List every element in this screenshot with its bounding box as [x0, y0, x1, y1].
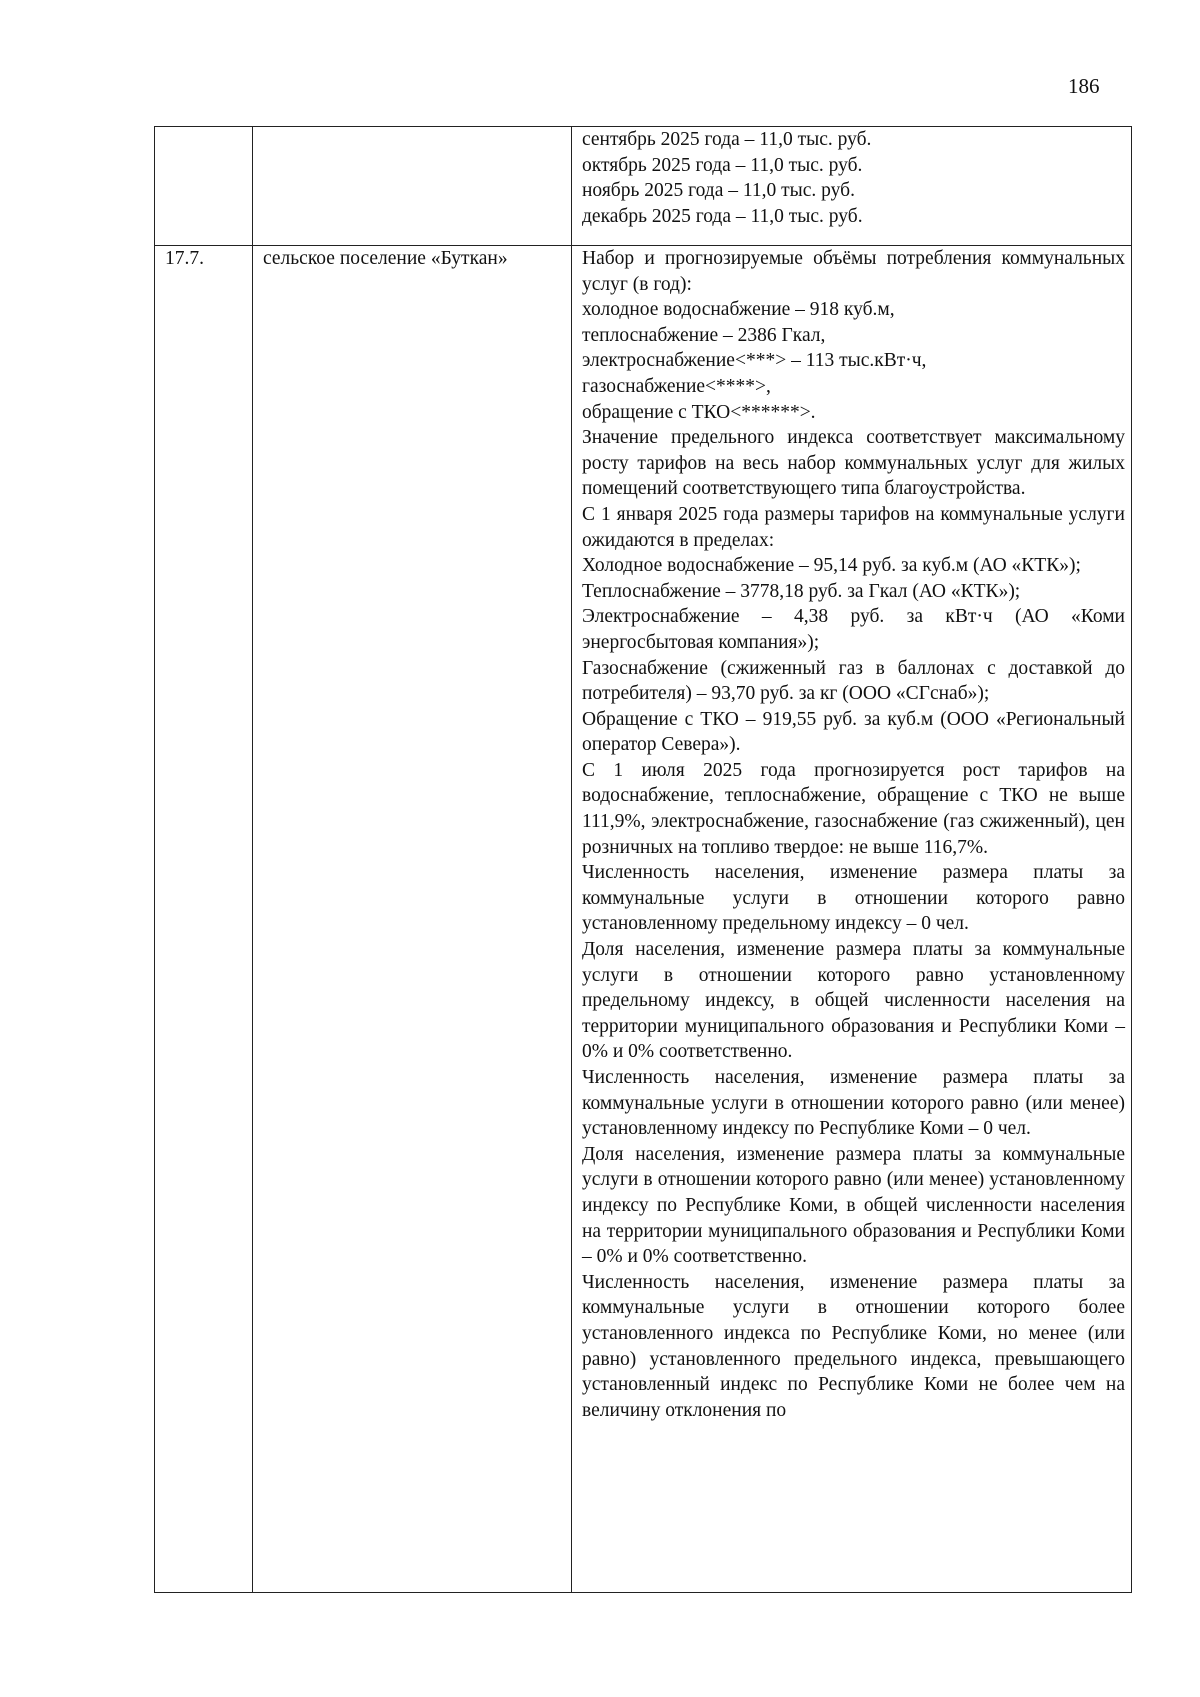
- paragraph: Обращение с ТКО – 919,55 руб. за куб.м (ООО «Региональный оператор Севера»).: [582, 708, 1125, 756]
- paragraph: обращение с ТКО<******>.: [582, 401, 816, 423]
- paragraph: теплоснабжение – 2386 Гкал,: [582, 324, 826, 346]
- settlement-name-cell: сельское поселение «Буткан»: [253, 246, 572, 1593]
- table-row: [155, 246, 1132, 1593]
- row-number-cell: 17.7.: [155, 246, 253, 1593]
- paragraph: Доля населения, изменение размера платы за коммунальные услуги в отношении которого равно (или менее) установленному индексу по Республике Коми, в общей численности населения на территории муниципального образования и Республики Коми – 0% и 0% соответственно.: [582, 1143, 1125, 1268]
- page-number: 186: [1068, 74, 1100, 98]
- monthly-amount-line: октябрь 2025 года – 11,0 тыс. руб.: [582, 154, 863, 176]
- paragraph: С 1 января 2025 года размеры тарифов на коммунальные услуги ожидаются в пределах:: [582, 503, 1125, 551]
- settlement-name-cell: [253, 127, 572, 246]
- paragraph: Численность населения, изменение размера платы за коммунальные услуги в отношении которого равно установленному предельному индексу – 0 чел.: [582, 862, 1125, 935]
- row-number-cell: [155, 127, 253, 246]
- paragraph: Значение предельного индекса соответствует максимальному росту тарифов на весь набор коммунальных услуг для жилых помещений соответствующего типа благоустройства.: [582, 427, 1125, 500]
- paragraph: Доля населения, изменение размера платы за коммунальные услуги в отношении которого равно установленному предельному индексу, в общей численности населения на территории муниципального образования и Республики Коми – 0% и 0% соответственно.: [582, 939, 1125, 1063]
- tariff-details-cell: [572, 246, 1132, 1593]
- monthly-amount-line: декабрь 2025 года – 11,0 тыс. руб.: [582, 205, 863, 227]
- tariff-details-cell: [572, 127, 1132, 246]
- paragraph: С 1 июля 2025 года прогнозируется рост тарифов на водоснабжение, теплоснабжение, обращение с ТКО не выше 111,9%, электроснабжение, газоснабжение (газ сжиженный), цен розничных на топливо твердое: не выше 116,7%.: [582, 759, 1125, 858]
- paragraph: Электроснабжение – 4,38 руб. за кВт·ч (АО «Коми энергосбытовая компания»);: [582, 606, 1125, 653]
- monthly-amount-line: сентябрь 2025 года – 11,0 тыс. руб.: [582, 129, 872, 150]
- monthly-amount-line: ноябрь 2025 года – 11,0 тыс. руб.: [582, 180, 855, 202]
- paragraph: холодное водоснабжение – 918 куб.м,: [582, 299, 895, 321]
- paragraph: газоснабжение<****>,: [582, 375, 771, 397]
- table-row: [155, 127, 1132, 246]
- paragraph: Газоснабжение (сжиженный газ в баллонах с доставкой до потребителя) – 93,70 руб. за кг (ООО «СГснаб»);: [582, 657, 1125, 705]
- paragraph: Численность населения, изменение размера платы за коммунальные услуги в отношении которого равно (или менее) установленному индексу по Республике Коми – 0 чел.: [582, 1067, 1125, 1140]
- paragraph: Численность населения, изменение размера платы за коммунальные услуги в отношении которого более установленного индекса по Республике Коми, но менее (или равно) установленного предельного индекса, превышающего установленный индекс по Республике Коми не более чем на величину отклонения по: [582, 1271, 1125, 1421]
- tariff-table: [154, 126, 1132, 1593]
- paragraph: Холодное водоснабжение – 95,14 руб. за куб.м (АО «КТК»);: [582, 555, 1081, 577]
- paragraph: Набор и прогнозируемые объёмы потребления коммунальных услуг (в год):: [582, 248, 1125, 295]
- paragraph: электроснабжение<***> – 113 тыс.кВт·ч,: [582, 350, 927, 372]
- paragraph: Теплоснабжение – 3778,18 руб. за Гкал (АО «КТК»);: [582, 580, 1021, 602]
